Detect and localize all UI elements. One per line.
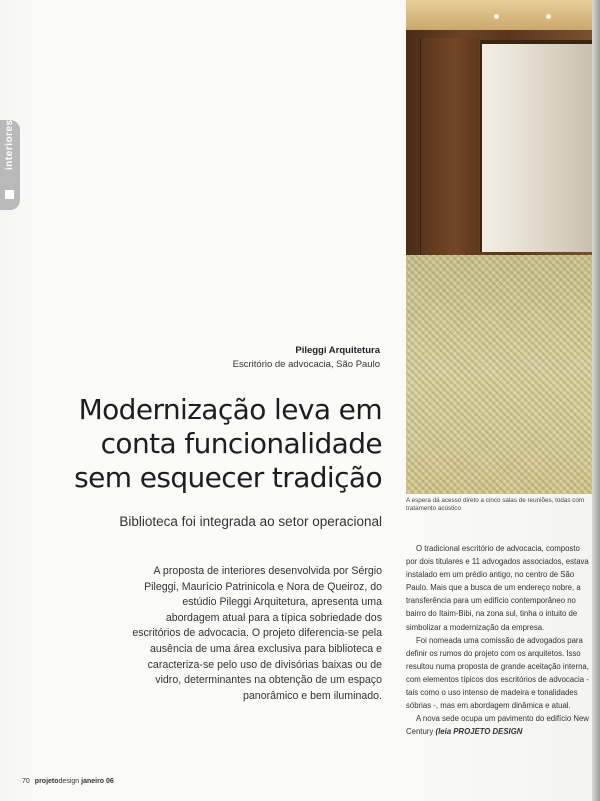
body-paragraph — [406, 712, 590, 738]
page-footer — [22, 778, 114, 785]
ceiling-light — [546, 14, 551, 19]
body-paragraph: Foi nomeada uma comissão de advogados para definir os rumos do projeto com os arquitetos. Isso resultou numa proposta de grande aceitação interna, com elementos típicos dos escritórios de advocacia - tais como o uso intenso de madeira e tonalidades sóbrias -, mas em abordagem dinâmica e atual. — [406, 635, 589, 711]
title-line: sem esquecer tradição — [74, 461, 382, 494]
magazine-name-b: design — [58, 778, 80, 785]
body-column — [406, 542, 590, 738]
page-gutter-shadow — [592, 0, 600, 801]
magazine-name-a: projeto — [34, 778, 59, 785]
photo-caption: A espera dá acesso direto a cinco salas de reuniões, todas com tratamento acústico — [406, 497, 585, 512]
issue-date: janeiro 06 — [81, 778, 114, 785]
photo-door — [420, 38, 479, 258]
photo-glass-partition — [480, 40, 592, 252]
photo-carpet — [406, 255, 592, 494]
project-description: Escritório de advocacia, São Paulo — [232, 359, 380, 370]
section-label: interiores — [4, 119, 15, 170]
photo-glass-frame — [480, 40, 592, 44]
page-number: 70 — [22, 778, 30, 785]
body-text: A nova sede ocupa um pavimento do edifício New Century — [406, 714, 589, 737]
title-line: Modernização leva em — [78, 393, 382, 426]
lead-paragraph: A proposta de interiores desenvolvida por Sérgio Pileggi, Maurício Patrinicola e Nora de Queiroz, do estúdio Pileggi Arquitetura, apresenta uma abordagem atual para a típica sobriedade dos escritórios de advocacia. O projeto diferencia-se pela ausência de uma área exclusiva para biblioteca e caracteriza-se pelo uso de divisórias baixas ou de vidro, determinantes na obtenção de um espaço panorâmico e bem iluminado. — [132, 565, 382, 702]
body-paragraph: O tradicional escritório de advocacia, composto por dois titulares e 11 advogados associados, estava instalado em um prédio antigo, no centro de São Paulo. Mais que a busca de um endereço nobre, a transferência para um edifício contemporâneo no bairro do Itaim-Bibi, na zona sul, tinha o intuito de simbolizar a modernização da empresa. — [406, 544, 589, 632]
office-photo — [406, 0, 592, 494]
article-title — [30, 393, 382, 495]
title-line: conta funcionalidade — [100, 427, 382, 460]
photo-ceiling — [406, 0, 592, 30]
magazine-reference: (leia PROJETO DESIGN — [435, 727, 523, 737]
article-subtitle: Biblioteca foi integrada ao setor operacional — [119, 514, 382, 529]
ceiling-light — [494, 14, 499, 19]
section-marker — [5, 190, 14, 199]
author-name: Pileggi Arquitetura — [295, 345, 380, 356]
